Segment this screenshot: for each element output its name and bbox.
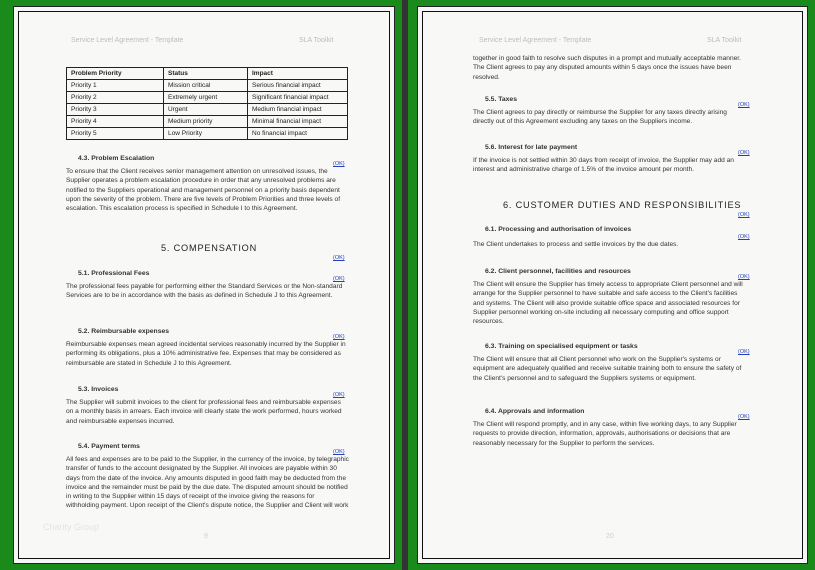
continued-text: together in good faith to resolve such disputes in a prompt and mutually acceptable manner. The Client agrees to pay any disputed amounts within 5 days once the issues have been resolved. [473,55,741,81]
section-5-1-text: The professional fees payable for performing either the Standard Services or the Non-standard Services are to be in accordance with the basis as defined in Schedule J to this Agreement. [66,283,343,300]
section-5-5-text: The Client agrees to pay directly or reimburse the Supplier for any taxes directly arising directly out of this Agreement excluding any taxes on the Suppliers income. [473,109,727,126]
table-cell: Priority 1 [67,80,164,92]
table-cell: Urgent [164,104,248,116]
table-header-cell: Problem Priority [67,68,164,80]
ok-link[interactable]: (OK) [738,212,750,218]
ok-link[interactable]: (OK) [333,255,345,261]
ok-link[interactable]: (OK) [738,349,750,355]
ok-link[interactable]: (OK) [738,234,750,240]
table-cell: Priority 4 [67,116,164,128]
section-5-title: 5. COMPENSATION [161,243,258,253]
section-5-1-title: 5.1. Professional Fees [78,270,150,277]
ok-link[interactable]: (OK) [333,334,345,340]
table-row [67,128,348,140]
section-5-3-title: 5.3. Invoices [78,386,119,393]
section-6-3-title: 6.3. Training on specialised equipment or tasks [485,343,638,350]
table-cell: Priority 3 [67,104,164,116]
section-5-6-title: 5.6. Interest for late payment [485,144,578,151]
table-cell: Priority 5 [67,128,164,140]
table-cell: Medium financial impact [248,104,348,116]
section-6-4-title: 6.4. Approvals and information [485,408,585,415]
table-row [67,116,348,128]
section-6-2-text: The Client will ensure the Supplier has timely access to appropriate Client personnel and will arrange for the Supplier personnel to have suitable and safe access to the Client's facilities and systems. The Client will also provide suitable office space and associated resources for Supplier personnel working on-site including all necessary computing and office support resources. [473,281,743,326]
section-5-2-text: Reimbursable expenses mean agreed incidental services reasonably incurred by the Supplier in performing its obligations, plus a 10% administrative fee. Expenses that may be considered as reimbursable are stated in Schedule J to this Agreement. [66,341,346,367]
header-title: Service Level Agreement - Template [71,37,184,44]
table-cell: Priority 2 [67,92,164,104]
page-number: 9 [204,533,208,540]
left-page-frame [18,11,390,559]
section-5-2-title: 5.2. Reimbursable expenses [78,328,170,335]
table-row [67,92,348,104]
section-6-1-text: The Client undertakes to process and settle invoices by the due dates. [473,241,679,248]
table-cell: No financial impact [248,128,348,140]
section-6-3-text: The Client will ensure that all Client personnel who work on the Supplier's systems or equipment are adequately qualified and receive suitable training both to ensure the safety of the Client's personnel and to safeguard the Suppliers systems or equipment. [473,356,742,382]
section-6-1-title: 6.1. Processing and authorisation of invoices [485,226,632,233]
ok-link[interactable]: (OK) [738,274,750,280]
header-brand: SLA Toolkit [299,37,334,44]
page-number: 20 [606,533,614,540]
section-5-3-text: The Supplier will submit invoices to the client for professional fees and reimbursable expenses on a monthly basis in arrears. Each invoice will clearly state the work performed, hours worked and reimbursable expenses incurred. [66,399,342,425]
section-5-4-title: 5.4. Payment terms [78,443,140,450]
page-divider [402,0,408,570]
header-title: Service Level Agreement - Template [479,37,592,44]
ok-link[interactable]: (OK) [738,150,750,156]
table-row [67,80,348,92]
section-6-2-title: 6.2. Client personnel, facilities and resources [485,268,631,275]
section-6-title: 6. CUSTOMER DUTIES AND RESPONSIBILITIES [503,200,742,210]
ok-link[interactable]: (OK) [333,449,345,455]
priority-table [66,67,348,140]
ok-link[interactable]: (OK) [333,392,345,398]
table-cell: Extremely urgent [164,92,248,104]
table-header-cell: Impact [248,68,348,80]
section-5-4-text: All fees and expenses are to be paid to the Supplier, in the currency of the invoice, by telegraphic transfer of funds to the account designated by the Supplier. All invoices are payable within 30 days from the date of the invoice. Any amounts disputed in good faith may be deducted from the invoice and the remainder must be paid by the due date. The disputed amount should be notified in writing to the Supplier within 15 days of receipt of the invoice giving the reasons for withholding payment. Upon receipt of the Client's dispute notice, the Supplier and Client will work [66,456,349,510]
ok-link[interactable]: (OK) [738,102,750,108]
ok-link[interactable]: (OK) [333,161,345,167]
section-5-5-title: 5.5. Taxes [485,96,517,103]
table-cell: Low Priority [164,128,248,140]
right-page [417,6,808,564]
table-header-cell: Status [164,68,248,80]
table-cell: Significant financial impact [248,92,348,104]
ok-link[interactable]: (OK) [333,276,345,282]
table-cell: Mission critical [164,80,248,92]
table-header-row [67,68,348,80]
section-5-6-text: If the invoice is not settled within 30 days from receipt of invoice, the Supplier may add an interest and administrative charge of 1.5% of the invoice amount per month. [473,157,734,174]
table-row [67,104,348,116]
section-4-3-text: To ensure that the Client receives senior management attention on unresolved issues, the Supplier operates a problem escalation procedure in order that any unresolved problems are notified to the Suppliers operational and management personnel on a priority basis dependent upon the severity of the problem. There are five levels of Problem Priorities and three levels of escalation. This escalation process is specified in Schedule I to this Agreement. [66,168,341,213]
header-brand: SLA Toolkit [707,37,742,44]
right-page-frame [422,11,803,559]
footer-watermark: Charity Group [43,522,100,532]
ok-link[interactable]: (OK) [738,414,750,420]
table-cell: Serious financial impact [248,80,348,92]
section-4-3-title: 4.3. Problem Escalation [78,155,155,162]
table-cell: Minimal financial impact [248,116,348,128]
section-6-4-text: The Client will respond promptly, and in any case, within five working days, to any Supplier requests to provide direction, information, approvals, authorisations or decisions that are reasonably necessary for the Supplier to perform the services. [473,421,737,447]
table-cell: Medium priority [164,116,248,128]
left-page [13,6,395,564]
